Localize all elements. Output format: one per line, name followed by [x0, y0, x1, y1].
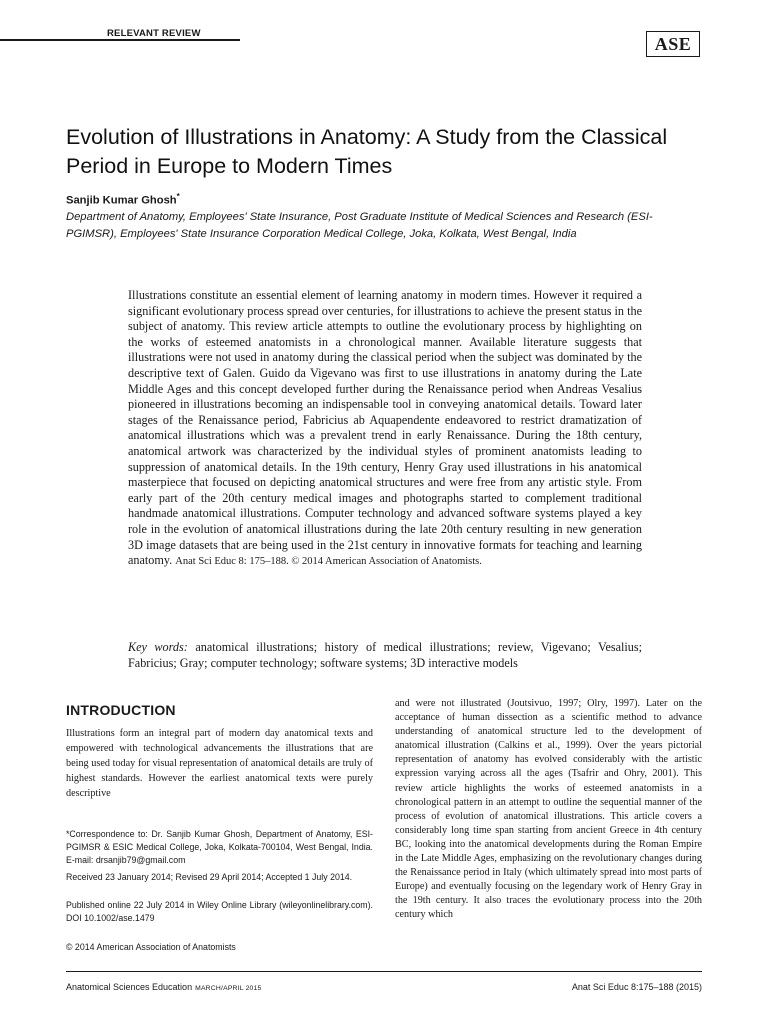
intro-paragraph-right: and were not illustrated (Joutsivuo, 1997; Olry, 1997). Later on the acceptance of human dissection as a scientific method to advance understanding of anatomical structure led to the development of anatomical illustration (Calkins et al., 1999). Over the years pictorial representation of anatomy has evolved considerably with the artistic expression varying across all the ages (Tsafrir and Ohry, 2001). This review article highlights the works of esteemed anatomists in a chronological pattern in an attempt to outline the sequential manner of the process of evolution of anatomical illustrations. This article covers a considerably long time span starting from ancient Greece in 4th century BC, looking into the anatomical developments during the Roman Empire in the Late Middle Ages, emphasizing on the revolutionary changes during the Renaissance period in Italy (which ultimately spread into most parts of Europe) and eventually focusing on the legendary work of Henry Gray in the 19th century. It also traces the evolutionary process into the 20th century which: [395, 698, 702, 921]
keywords-text: anatomical illustrations; history of medical illustrations; review, Vigevano; Vesalius; Fabricius; Gray; computer technology; software systems; 3D interactive models: [128, 640, 643, 670]
article-title: Evolution of Illustrations in Anatomy: A Study from the Classical Period in Europe to Modern Times: [66, 125, 668, 178]
correspondence-footnote: *Correspondence to: Dr. Sanjib Kumar Ghosh, Department of Anatomy, ESI-PGIMSR & ESIC Medical College, Joka, Kolkata-700104, West Bengal, India. E-mail: drsanjib79@gmail.com: [66, 829, 373, 866]
keywords: [128, 640, 642, 671]
copyright-footnote: © 2014 American Association of Anatomists: [66, 942, 236, 952]
journal-badge: ASE: [646, 31, 700, 57]
footer-journal: [66, 982, 262, 992]
keywords-label: Key words:: [128, 640, 188, 654]
footer-issue: MARCH/APRIL 2015: [195, 985, 262, 992]
abstract-citation: Anat Sci Educ 8: 175–188. © 2014 American Association of Anatomists.: [175, 556, 482, 568]
footer-journal-name: Anatomical Sciences Education: [66, 982, 193, 992]
header-rule: [0, 39, 240, 41]
author-footnote-mark: *: [176, 192, 180, 201]
author-line: [66, 192, 180, 207]
section-label: RELEVANT REVIEW: [107, 28, 201, 39]
author-affiliation: Department of Anatomy, Employees' State Insurance, Post Graduate Institute of Medical Sciences and Research (ESI-PGIMSR), Employees' State Insurance Corporation Medical College, Joka, Kolkata, West Bengal, India: [66, 211, 653, 240]
abstract-text: Illustrations constitute an essential element of learning anatomy in modern times. However it required a significant evolutionary process spread over centuries, for illustrations to achieve the present status in the subject of anatomy. This review article attempts to outline the evolutionary process by highlighting on the works of esteemed anatomists in a chronological manner. Available literature suggests that illustrations were not used in anatomy during the classical period when the subject was dominated by the descriptive text of Galen. Guido da Vigevano was first to use illustrations in anatomy during the Late Middle Ages and this concept developed further during the Renaissance period when Andreas Vesalius pioneered in illustrations becoming an indispensable tool in conveying anatomical details. Toward later stages of the Renaissance period, Fabricius ab Aquapendente endeavored to restrict dramatization of anatomical illustrations which was a prevalent trend in early Renaissance. During the 18th century, anatomical artwork was characterized by the individual styles of prominent anatomists leading to suppression of anatomical details. In the 19th century, Henry Gray used illustrations in his anatomical masterpiece that focused on depicting anatomical structures and were free from any artistic style. From early part of the 20th century medical images and photographs started to complement traditional handmade anatomical illustrations. Computer technology and advanced software systems played a key role in the evolution of anatomical illustrations during the late 20th century resulting in new generation 3D image datasets that are being used in the 21st century in innovative formats for teaching and learning anatomy.: [128, 288, 642, 568]
publication-footnote: Published online 22 July 2014 in Wiley Online Library (wileyonlinelibrary.com). DOI 10.1002/ase.1479: [66, 900, 373, 924]
author-name: Sanjib Kumar Ghosh: [66, 194, 177, 207]
dates-footnote: Received 23 January 2014; Revised 29 April 2014; Accepted 1 July 2014.: [66, 872, 353, 882]
section-heading-introduction: INTRODUCTION: [66, 702, 176, 718]
footer-citation: Anat Sci Educ 8:175–188 (2015): [571, 982, 702, 992]
intro-paragraph-left: Illustrations form an integral part of modern day anatomical texts and empowered with technological advancements the illustrations that are being used today for visual representation of anatomical details are truly of highest standards. However the earliest anatomical texts were purely descriptive: [66, 728, 373, 799]
abstract: [128, 288, 642, 570]
footer-rule: [66, 971, 702, 972]
